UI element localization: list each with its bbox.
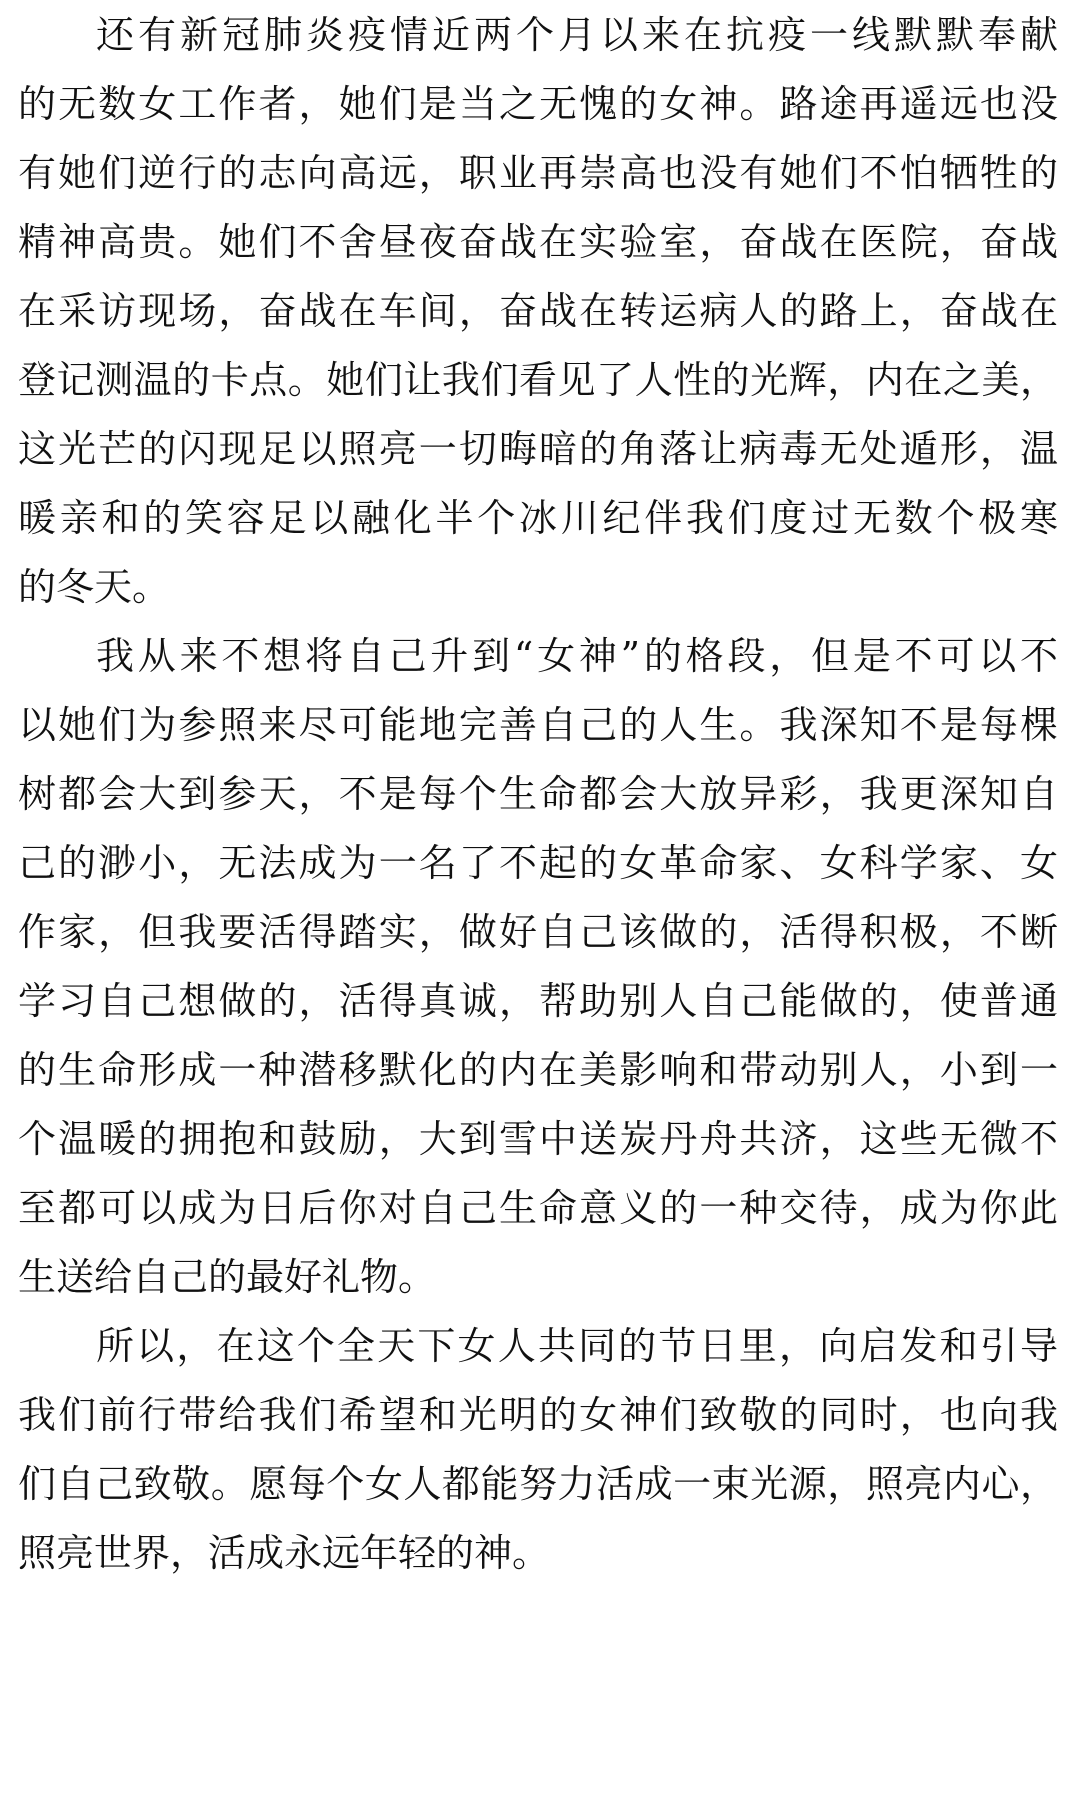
paragraph-2-line-1: 我从来不想将自己升到“女神”的格段，但是不可以不 [96,634,1058,678]
paragraph-2-line-8: 个温暖的拥抱和鼓励，大到雪中送炭丹舟共济，这些无微不 [18,1117,1058,1161]
paragraph-1-line-7: 这光芒的闪现足以照亮一切晦暗的角落让病毒无处遁形，温 [18,427,1058,471]
paragraph-1-line-6: 登记测温的卡点。她们让我们看见了人性的光辉，内在之美， [18,358,1058,402]
paragraph-1-line-4: 精神高贵。她们不舍昼夜奋战在实验室，奋战在医院，奋战 [18,220,1058,264]
paragraph-2-line-6: 学习自己想做的，活得真诚，帮助别人自己能做的，使普通 [18,979,1058,1023]
paragraph-2-line-3: 树都会大到参天，不是每个生命都会大放异彩，我更深知自 [18,772,1058,816]
paragraph-1-line-9: 的冬天。 [18,565,171,609]
paragraph-3-line-2: 我们前行带给我们希望和光明的女神们致敬的同时，也向我 [18,1393,1058,1437]
paragraph-2-line-4: 己的渺小，无法成为一名了不起的女革命家、女科学家、女 [18,841,1058,885]
paragraph-1-line-8: 暖亲和的笑容足以融化半个冰川纪伴我们度过无数个极寒 [18,496,1058,540]
paragraph-2-line-9: 至都可以成为日后你对自己生命意义的一种交待，成为你此 [18,1186,1058,1230]
paragraph-3-line-4: 照亮世界，活成永远年轻的神。 [18,1531,551,1575]
paragraph-1-line-2: 的无数女工作者，她们是当之无愧的女神。路途再遥远也没 [18,82,1058,126]
paragraph-2-line-2: 以她们为参照来尽可能地完善自己的人生。我深知不是每棵 [18,703,1058,747]
paragraph-3-line-3: 们自己致敬。愿每个女人都能努力活成一束光源，照亮内心， [18,1462,1058,1506]
paragraph-2-line-5: 作家，但我要活得踏实，做好自己该做的，活得积极，不断 [18,910,1058,954]
paragraph-3-line-1: 所以，在这个全天下女人共同的节日里，向启发和引导 [96,1324,1058,1368]
paragraph-1-line-1: 还有新冠肺炎疫情近两个月以来在抗疫一线默默奉献 [96,13,1058,57]
paragraph-1-line-3: 有她们逆行的志向高远，职业再崇高也没有她们不怕牺牲的 [18,151,1058,195]
paragraph-1-line-5: 在采访现场，奋战在车间，奋战在转运病人的路上，奋战在 [18,289,1058,333]
paragraph-2-line-7: 的生命形成一种潜移默化的内在美影响和带动别人，小到一 [18,1048,1058,1092]
paragraph-2-line-10: 生送给自己的最好礼物。 [18,1255,437,1299]
